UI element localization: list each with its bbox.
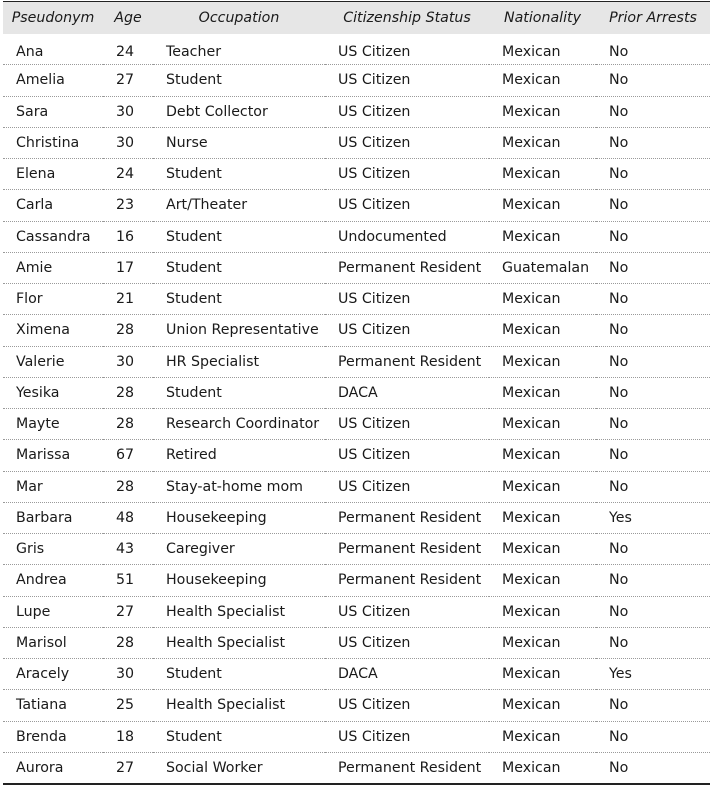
cell-nationality: Mexican — [489, 346, 596, 377]
cell-pseudonym: Tatiana — [3, 690, 103, 721]
cell-nationality: Mexican — [489, 471, 596, 502]
cell-prior-arrests: No — [596, 471, 710, 502]
table-row — [3, 127, 710, 158]
cell-age: 28 — [103, 409, 153, 440]
cell-age: 27 — [103, 752, 153, 783]
cell-pseudonym: Amelia — [3, 65, 103, 96]
cell-nationality: Mexican — [489, 221, 596, 252]
cell-occupation: Housekeeping — [153, 502, 325, 533]
participants-table — [3, 1, 710, 785]
cell-citizenship-status: US Citizen — [325, 721, 489, 752]
cell-pseudonym: Amie — [3, 252, 103, 283]
cell-age: 28 — [103, 627, 153, 658]
cell-age: 48 — [103, 502, 153, 533]
cell-prior-arrests: No — [596, 34, 710, 65]
cell-pseudonym: Sara — [3, 96, 103, 127]
cell-pseudonym: Valerie — [3, 346, 103, 377]
cell-occupation: Nurse — [153, 127, 325, 158]
cell-nationality: Mexican — [489, 377, 596, 408]
table-row — [3, 659, 710, 690]
header-pseudonym: Pseudonym — [3, 2, 103, 34]
cell-citizenship-status: DACA — [325, 659, 489, 690]
cell-prior-arrests: No — [596, 315, 710, 346]
cell-prior-arrests: No — [596, 565, 710, 596]
cell-citizenship-status: US Citizen — [325, 440, 489, 471]
cell-occupation: Student — [153, 159, 325, 190]
cell-nationality: Guatemalan — [489, 252, 596, 283]
cell-prior-arrests: Yes — [596, 659, 710, 690]
cell-citizenship-status: Undocumented — [325, 221, 489, 252]
cell-pseudonym: Yesika — [3, 377, 103, 408]
cell-nationality: Mexican — [489, 159, 596, 190]
cell-age: 67 — [103, 440, 153, 471]
cell-occupation: Health Specialist — [153, 596, 325, 627]
cell-age: 27 — [103, 596, 153, 627]
cell-pseudonym: Barbara — [3, 502, 103, 533]
cell-pseudonym: Mar — [3, 471, 103, 502]
cell-prior-arrests: No — [596, 190, 710, 221]
cell-pseudonym: Carla — [3, 190, 103, 221]
table-row — [3, 409, 710, 440]
table-row — [3, 34, 710, 65]
cell-occupation: Debt Collector — [153, 96, 325, 127]
cell-pseudonym: Lupe — [3, 596, 103, 627]
cell-nationality: Mexican — [489, 502, 596, 533]
table-row — [3, 534, 710, 565]
cell-nationality: Mexican — [489, 96, 596, 127]
table-row — [3, 159, 710, 190]
cell-citizenship-status: US Citizen — [325, 190, 489, 221]
cell-prior-arrests: No — [596, 752, 710, 783]
table-row — [3, 440, 710, 471]
cell-age: 17 — [103, 252, 153, 283]
cell-nationality: Mexican — [489, 65, 596, 96]
cell-pseudonym: Andrea — [3, 565, 103, 596]
cell-nationality: Mexican — [489, 284, 596, 315]
cell-citizenship-status: US Citizen — [325, 315, 489, 346]
cell-occupation: Union Representative — [153, 315, 325, 346]
cell-occupation: Retired — [153, 440, 325, 471]
cell-age: 51 — [103, 565, 153, 596]
cell-pseudonym: Brenda — [3, 721, 103, 752]
cell-age: 28 — [103, 377, 153, 408]
cell-prior-arrests: No — [596, 627, 710, 658]
cell-citizenship-status: Permanent Resident — [325, 534, 489, 565]
cell-nationality: Mexican — [489, 627, 596, 658]
cell-citizenship-status: US Citizen — [325, 159, 489, 190]
cell-occupation: Student — [153, 721, 325, 752]
cell-occupation: Student — [153, 659, 325, 690]
cell-citizenship-status: US Citizen — [325, 596, 489, 627]
table-row — [3, 721, 710, 752]
cell-prior-arrests: No — [596, 440, 710, 471]
table-row — [3, 502, 710, 533]
cell-prior-arrests: No — [596, 409, 710, 440]
cell-prior-arrests: Yes — [596, 502, 710, 533]
cell-pseudonym: Flor — [3, 284, 103, 315]
cell-nationality: Mexican — [489, 534, 596, 565]
table-row — [3, 377, 710, 408]
cell-occupation: Health Specialist — [153, 627, 325, 658]
cell-nationality: Mexican — [489, 409, 596, 440]
cell-nationality: Mexican — [489, 440, 596, 471]
cell-occupation: Research Coordinator — [153, 409, 325, 440]
cell-pseudonym: Cassandra — [3, 221, 103, 252]
cell-prior-arrests: No — [596, 534, 710, 565]
cell-nationality: Mexican — [489, 190, 596, 221]
cell-nationality: Mexican — [489, 721, 596, 752]
cell-prior-arrests: No — [596, 252, 710, 283]
cell-prior-arrests: No — [596, 127, 710, 158]
cell-prior-arrests: No — [596, 284, 710, 315]
table-header — [3, 2, 710, 34]
cell-citizenship-status: US Citizen — [325, 284, 489, 315]
table-row — [3, 471, 710, 502]
cell-citizenship-status: DACA — [325, 377, 489, 408]
cell-age: 27 — [103, 65, 153, 96]
table-row — [3, 65, 710, 96]
header-nationality: Nationality — [489, 2, 596, 34]
cell-citizenship-status: US Citizen — [325, 34, 489, 65]
cell-age: 30 — [103, 659, 153, 690]
table-row — [3, 690, 710, 721]
table-row — [3, 221, 710, 252]
table-body — [3, 34, 710, 784]
cell-occupation: Stay-at-home mom — [153, 471, 325, 502]
cell-age: 43 — [103, 534, 153, 565]
cell-age: 24 — [103, 34, 153, 65]
cell-citizenship-status: Permanent Resident — [325, 502, 489, 533]
cell-citizenship-status: US Citizen — [325, 690, 489, 721]
cell-citizenship-status: Permanent Resident — [325, 346, 489, 377]
cell-prior-arrests: No — [596, 377, 710, 408]
cell-pseudonym: Christina — [3, 127, 103, 158]
header-row — [3, 2, 710, 34]
cell-prior-arrests: No — [596, 96, 710, 127]
table-row — [3, 596, 710, 627]
cell-age: 18 — [103, 721, 153, 752]
cell-citizenship-status: Permanent Resident — [325, 565, 489, 596]
cell-occupation: Housekeeping — [153, 565, 325, 596]
cell-prior-arrests: No — [596, 159, 710, 190]
cell-pseudonym: Aurora — [3, 752, 103, 783]
cell-occupation: Art/Theater — [153, 190, 325, 221]
cell-nationality: Mexican — [489, 752, 596, 783]
cell-occupation: Student — [153, 252, 325, 283]
cell-prior-arrests: No — [596, 65, 710, 96]
cell-prior-arrests: No — [596, 596, 710, 627]
cell-age: 30 — [103, 96, 153, 127]
cell-age: 16 — [103, 221, 153, 252]
cell-occupation: Teacher — [153, 34, 325, 65]
cell-pseudonym: Ana — [3, 34, 103, 65]
cell-age: 24 — [103, 159, 153, 190]
cell-nationality: Mexican — [489, 127, 596, 158]
cell-citizenship-status: US Citizen — [325, 471, 489, 502]
cell-age: 23 — [103, 190, 153, 221]
cell-nationality: Mexican — [489, 565, 596, 596]
cell-age: 28 — [103, 471, 153, 502]
cell-pseudonym: Marisol — [3, 627, 103, 658]
cell-pseudonym: Ximena — [3, 315, 103, 346]
table-row — [3, 190, 710, 221]
table-row — [3, 315, 710, 346]
cell-occupation: Student — [153, 284, 325, 315]
cell-occupation: Student — [153, 377, 325, 408]
header-citizenship-status: Citizenship Status — [325, 2, 489, 34]
cell-pseudonym: Aracely — [3, 659, 103, 690]
cell-nationality: Mexican — [489, 315, 596, 346]
cell-occupation: Caregiver — [153, 534, 325, 565]
cell-nationality: Mexican — [489, 690, 596, 721]
table-row — [3, 346, 710, 377]
table-row — [3, 752, 710, 783]
cell-citizenship-status: Permanent Resident — [325, 752, 489, 783]
cell-occupation: HR Specialist — [153, 346, 325, 377]
cell-pseudonym: Marissa — [3, 440, 103, 471]
cell-pseudonym: Gris — [3, 534, 103, 565]
cell-nationality: Mexican — [489, 659, 596, 690]
cell-pseudonym: Mayte — [3, 409, 103, 440]
cell-occupation: Student — [153, 221, 325, 252]
cell-citizenship-status: US Citizen — [325, 65, 489, 96]
cell-nationality: Mexican — [489, 34, 596, 65]
cell-age: 30 — [103, 127, 153, 158]
cell-occupation: Health Specialist — [153, 690, 325, 721]
table-row — [3, 96, 710, 127]
cell-prior-arrests: No — [596, 721, 710, 752]
cell-citizenship-status: Permanent Resident — [325, 252, 489, 283]
table-row — [3, 565, 710, 596]
cell-age: 28 — [103, 315, 153, 346]
cell-nationality: Mexican — [489, 596, 596, 627]
cell-occupation: Social Worker — [153, 752, 325, 783]
table-row — [3, 252, 710, 283]
table-row — [3, 284, 710, 315]
table-row — [3, 627, 710, 658]
cell-occupation: Student — [153, 65, 325, 96]
cell-pseudonym: Elena — [3, 159, 103, 190]
header-occupation: Occupation — [153, 2, 325, 34]
cell-citizenship-status: US Citizen — [325, 409, 489, 440]
cell-age: 21 — [103, 284, 153, 315]
header-age: Age — [103, 2, 153, 34]
cell-age: 30 — [103, 346, 153, 377]
header-prior-arrests: Prior Arrests — [596, 2, 710, 34]
cell-prior-arrests: No — [596, 221, 710, 252]
cell-citizenship-status: US Citizen — [325, 96, 489, 127]
cell-age: 25 — [103, 690, 153, 721]
cell-prior-arrests: No — [596, 346, 710, 377]
cell-citizenship-status: US Citizen — [325, 627, 489, 658]
cell-citizenship-status: US Citizen — [325, 127, 489, 158]
cell-prior-arrests: No — [596, 690, 710, 721]
